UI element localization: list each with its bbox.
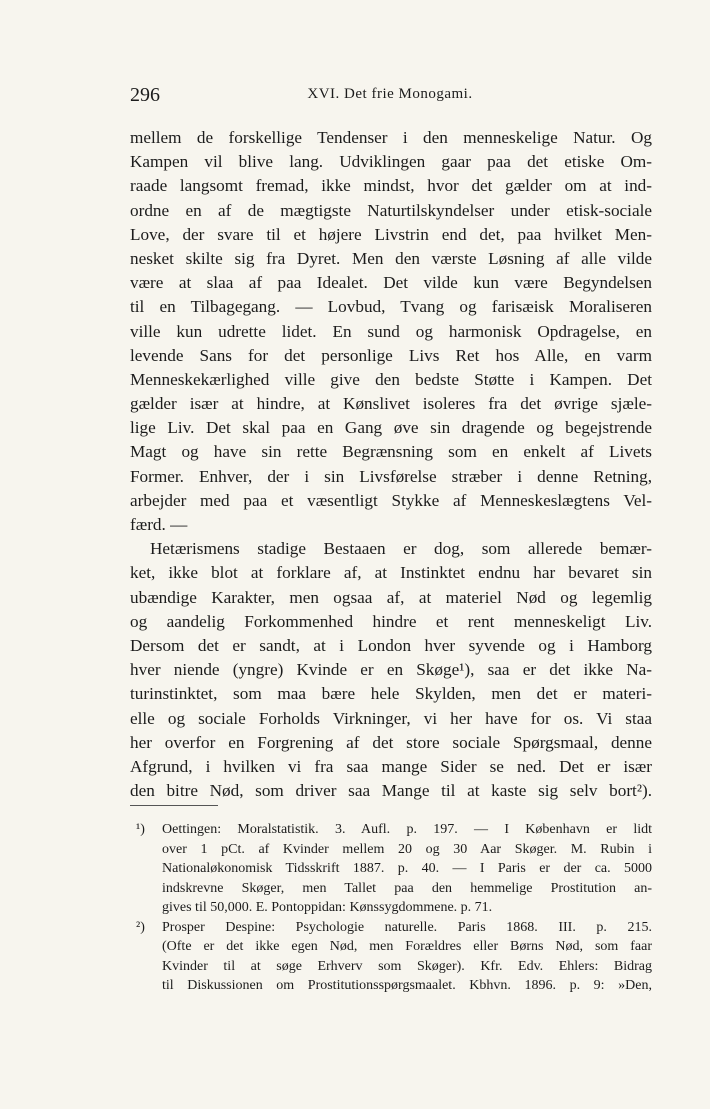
body-line: Kampen vil blive lang. Udviklingen gaar paa det etiske Om- bbox=[130, 152, 652, 172]
body-text bbox=[130, 126, 652, 803]
body-line: ville kun udrette lidet. En sund og harmonisk Opdragelse, en bbox=[130, 321, 652, 341]
page-number: 296 bbox=[130, 84, 160, 106]
footnote-text: Oettingen: Moralstatistik. 3. Aufl. p. 197. — I København er lidt bbox=[162, 822, 652, 837]
footnote-line bbox=[130, 820, 652, 840]
body-line: Hetærismens stadige Bestaaen er dog, som allerede bemær- bbox=[150, 539, 652, 559]
footnote-line: Kvinder til at søge Erhverv som Skøger). Kfr. Edv. Ehlers: Bidrag bbox=[162, 958, 652, 974]
footnote-line: indskrevne Skøger, men Tallet paa den hemmelige Prostitution an- bbox=[162, 880, 652, 896]
footnote-line: til Diskussionen om Prostitutionsspørgsmaalet. Kbhvn. 1896. p. 9: »Den, bbox=[162, 978, 652, 993]
footnote-line bbox=[130, 918, 652, 938]
body-line: ket, ikke blot at forklare af, at Instinktet endnu har bevaret sin bbox=[130, 563, 652, 583]
body-line: til en Tilbagegang. — Lovbud, Tvang og farisæisk Moraliseren bbox=[130, 297, 652, 317]
footnote-line: gives til 50,000. E. Pontoppidan: Kønssygdommene. p. 71. bbox=[162, 900, 493, 915]
body-line: nesket skilte sig fra Dyret. Men den værste Løsning af alle vilde bbox=[130, 248, 652, 268]
footnote-marker: ¹) bbox=[136, 822, 145, 837]
body-line: Former. Enhver, der i sin Livsførelse stræber i denne Retning, bbox=[130, 466, 652, 486]
body-line: og aandelig Forkommenhed hindre et rent menneskeligt Liv. bbox=[130, 611, 652, 631]
footnote-rule bbox=[130, 805, 218, 806]
page-header bbox=[130, 84, 650, 112]
footnote-line: Nationaløkonomisk Tidsskrift 1887. p. 40. — I Paris er der ca. 5000 bbox=[162, 861, 652, 876]
body-line: være at slaa af paa Idealet. Det vilde kun være Begyndelsen bbox=[130, 273, 652, 293]
body-line: her overfor en Forgrening af det store sociale Spørgsmaal, denne bbox=[130, 732, 652, 752]
footnote-line: (Ofte er det ikke egen Nød, men Forældres eller Børns Nød, som faar bbox=[162, 939, 652, 954]
footnote-text: Prosper Despine: Psychologie naturelle. Paris 1868. III. p. 215. bbox=[162, 919, 652, 935]
footnote-marker: ²) bbox=[136, 919, 145, 935]
body-line: lige Liv. Det skal paa en Gang øve sin dragende og begejstrende bbox=[130, 418, 652, 438]
body-line: arbejder med paa et væsentligt Stykke af Menneskeslægtens Vel- bbox=[130, 490, 652, 510]
body-line: turinstinktet, som maa bære hele Skylden, men det er materi- bbox=[130, 684, 652, 704]
body-line: elle og sociale Forholds Virkninger, vi her have for os. Vi staa bbox=[130, 708, 652, 728]
body-line: færd. — bbox=[130, 515, 188, 534]
body-line: ubændige Karakter, men ogsaa af, at materiel Nød og legemlig bbox=[130, 587, 652, 607]
body-line: Dersom det er sandt, at i London hver syvende og i Hamborg bbox=[130, 635, 652, 655]
body-line: Menneskekærlighed ville give den bedste Støtte i Kampen. Det bbox=[130, 369, 652, 389]
body-line: Love, der svare til et højere Livstrin end det, paa hvilket Men- bbox=[130, 224, 652, 244]
body-line: hver niende (yngre) Kvinde er en Skøge¹), saa er det ikke Na- bbox=[130, 660, 652, 680]
body-line: den bitre Nød, som driver saa Mange til at kaste sig selv bort²). bbox=[130, 781, 652, 801]
running-head: XVI. Det frie Monogami. bbox=[307, 86, 473, 102]
body-line: gælder især at hindre, at Kønslivet isoleres fra det øvrige sjæle- bbox=[130, 394, 652, 414]
footnote-line: over 1 pCt. af Kvinder mellem 20 og 30 Aar Skøger. M. Rubin i bbox=[162, 841, 652, 857]
body-line: mellem de forskellige Tendenser i den menneskelige Natur. Og bbox=[130, 128, 652, 147]
body-line: Magt og have sin rette Begrænsning som en enkelt af Livets bbox=[130, 442, 652, 462]
body-line: Afgrund, i hvilken vi fra saa mange Sider se ned. Det er især bbox=[130, 756, 652, 776]
footnotes bbox=[130, 820, 652, 996]
body-line: ordne en af de mægtigste Naturtilskyndelser under etisk-sociale bbox=[130, 200, 652, 220]
body-line: levende Sans for det personlige Livs Ret hos Alle, en varm bbox=[130, 345, 652, 365]
body-line: raade langsomt fremad, ikke mindst, hvor det gælder om at ind- bbox=[130, 176, 652, 196]
